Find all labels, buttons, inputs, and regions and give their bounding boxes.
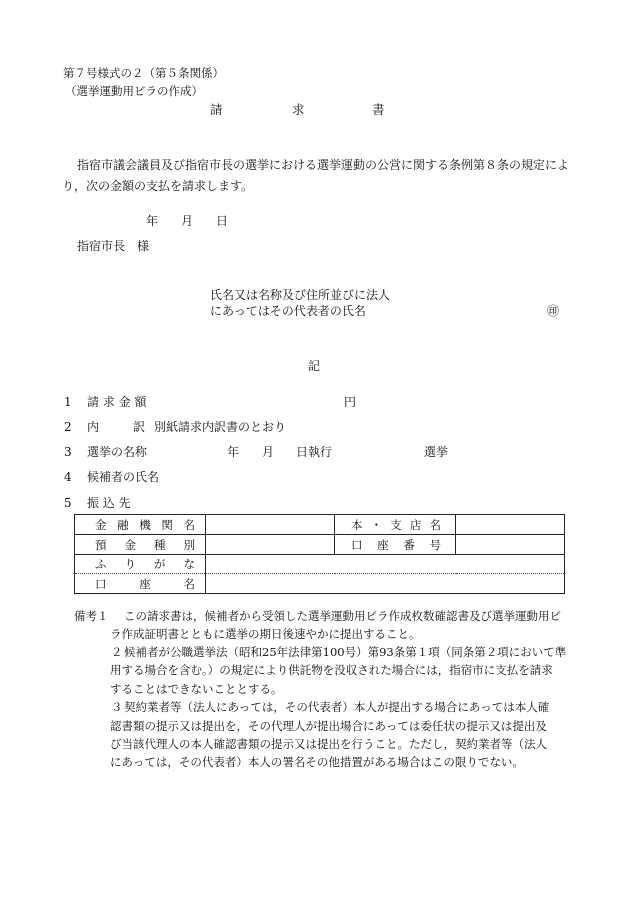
date-month: 月 [181, 214, 194, 228]
table-row [75, 574, 565, 594]
item-3-day: 日執行 [296, 445, 333, 459]
item-2-text: 別紙請求内訳書のとおり [154, 420, 287, 434]
account-number-label: 口座番号 [335, 535, 456, 555]
note-2-line-2: 用する場合を含む。）の規定により供託物を没収された場合には，指宿市に支払を請求 [110, 663, 553, 677]
seal-mark: ㊞ [547, 304, 560, 318]
furigana-field[interactable] [206, 555, 565, 574]
item-3-election: 選挙 [424, 445, 449, 459]
date-year: 年 [146, 214, 159, 228]
item-1-number: 1 [64, 395, 72, 409]
item-2-number: 2 [64, 420, 72, 434]
notes-prefix: 備考１ [74, 609, 109, 623]
account-type-field[interactable] [206, 535, 335, 555]
item-3-label: 選挙の名称 [87, 445, 148, 459]
item-5-label: 振 込 先 [87, 496, 131, 510]
body-line-2: り，次の金額の支払を請求します。 [62, 179, 254, 193]
item-4-number: 4 [64, 470, 72, 484]
account-holder-label: 口座名 [75, 574, 206, 594]
table-row [75, 515, 565, 535]
note-1-line-2: ラ作成証明書とともに選挙の期日後速やかに提出すること。 [110, 627, 421, 641]
account-number-field[interactable] [456, 535, 565, 555]
note-1-line-1: この請求書は，候補者から受領した選挙運動用ビラ作成枚数確認書及び選挙運動用ビ [124, 609, 561, 623]
item-1-unit: 円 [344, 395, 357, 409]
note-3-line-3: び当該代理人の本人確認書類の提示又は提出を行うこと。ただし，契約業者等（法人 [110, 737, 547, 751]
item-3-year: 年 [227, 445, 240, 459]
item-2-label-b: 訳 [133, 420, 146, 434]
signature-label-1: 氏名又は名称及び住所並びに法人 [210, 288, 391, 302]
note-2-number: ２ [111, 645, 123, 659]
note-3-line-2: 認書類の提示又は提出を，その代理人が提出場合にあっては委任状の提示又は提出及 [110, 719, 547, 733]
item-1-label: 請 求 金 額 [87, 395, 147, 409]
item-3-month: 月 [262, 445, 275, 459]
branch-name-field[interactable] [456, 515, 565, 535]
note-2-line-3: することはできないこととする。 [110, 682, 283, 696]
furigana-label: ふりがな [75, 555, 206, 574]
bank-name-label: 金融機関名 [75, 515, 206, 535]
note-3-number: ３ [111, 700, 123, 714]
table-row [75, 555, 565, 574]
title-char-1: 請 [210, 102, 223, 117]
branch-name-label: 本・支店名 [335, 515, 456, 535]
note-3-line-1: 契約業者等（法人にあっては，その代表者）本人が提出する場合にあっては本人確 [124, 700, 550, 714]
item-2-label-a: 内 [87, 420, 100, 434]
item-3-number: 3 [64, 445, 72, 459]
title-char-3: 書 [372, 102, 385, 117]
bank-transfer-table [74, 514, 565, 594]
table-row [75, 535, 565, 555]
form-number: 第７号様式の２（第５条関係） [63, 66, 224, 80]
signature-label-2: にあってはその代表者の氏名 [210, 304, 366, 318]
title-char-2: 求 [292, 102, 305, 117]
ki-heading: 記 [308, 359, 321, 373]
note-3-line-4: にあっては，その代表者）本人の署名その他措置がある場合はこの限りでない。 [110, 755, 524, 769]
note-2-line-1: 候補者が公職選挙法（昭和25年法律第100号）第93条第１項（同条第２項において準 [124, 645, 567, 659]
body-line-1: 指宿市議会議員及び指宿市長の選挙における選挙運動の公営に関する条例第８条の規定によ [77, 158, 570, 172]
date-day: 日 [216, 214, 229, 228]
bank-name-field[interactable] [206, 515, 335, 535]
form-subtitle: （選挙運動用ビラの作成） [65, 84, 203, 98]
account-type-label: 預金種別 [75, 535, 206, 555]
addressee: 指宿市長 様 [77, 239, 150, 253]
account-holder-field[interactable] [206, 574, 565, 594]
item-5-number: 5 [64, 496, 72, 510]
item-4-label: 候補者の氏名 [87, 470, 160, 484]
